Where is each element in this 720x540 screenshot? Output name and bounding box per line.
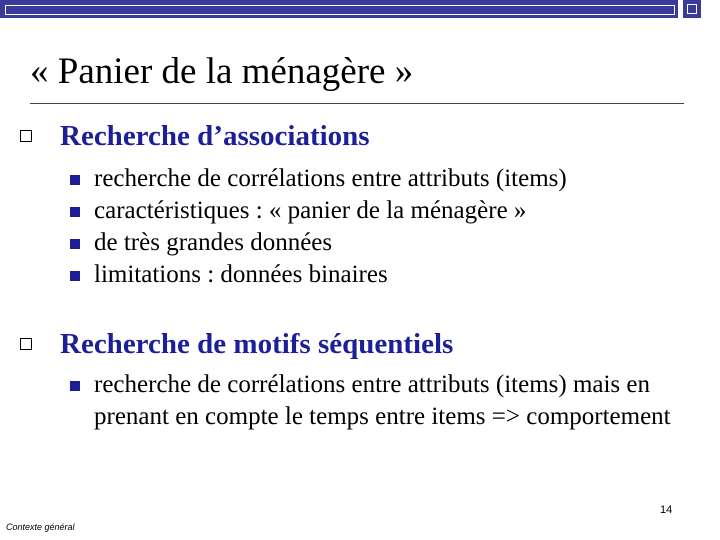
list-item bbox=[70, 163, 690, 195]
filled-square-bullet-icon bbox=[70, 271, 80, 281]
filled-square-bullet-icon bbox=[70, 175, 80, 185]
list-item bbox=[70, 369, 690, 469]
associations-list bbox=[70, 163, 690, 291]
section-heading: Recherche de motifs séquentiels bbox=[60, 328, 454, 360]
top-square-frame bbox=[687, 4, 697, 14]
top-decoration-bar bbox=[0, 0, 678, 18]
list-item-text: de très grandes données bbox=[94, 229, 333, 256]
sequential-patterns-list bbox=[70, 369, 690, 469]
hollow-square-bullet-icon bbox=[20, 130, 32, 142]
list-item bbox=[70, 259, 690, 291]
footer-section-label: Contexte général bbox=[6, 522, 75, 532]
top-bar-frame bbox=[5, 5, 675, 15]
section-heading: Recherche d’associations bbox=[60, 120, 370, 152]
hollow-square-bullet-icon bbox=[20, 338, 32, 350]
list-item-text: limitations : données binaires bbox=[94, 261, 388, 288]
list-item bbox=[70, 195, 690, 227]
slide-title: « Panier de la ménagère » bbox=[30, 51, 414, 92]
filled-square-bullet-icon bbox=[70, 381, 80, 391]
filled-square-bullet-icon bbox=[70, 207, 80, 217]
list-item-text: recherche de corrélations entre attributs (items) bbox=[94, 165, 567, 192]
top-decoration-square bbox=[683, 0, 701, 18]
page-number: 14 bbox=[660, 504, 673, 516]
list-item bbox=[70, 227, 690, 259]
list-item-text: recherche de corrélations entre attributs (items) mais en prenant en compte le temps entre items => comportement bbox=[94, 371, 671, 430]
list-item-text: caractéristiques : « panier de la ménagère » bbox=[94, 197, 527, 224]
filled-square-bullet-icon bbox=[70, 239, 80, 249]
title-divider bbox=[30, 103, 684, 104]
